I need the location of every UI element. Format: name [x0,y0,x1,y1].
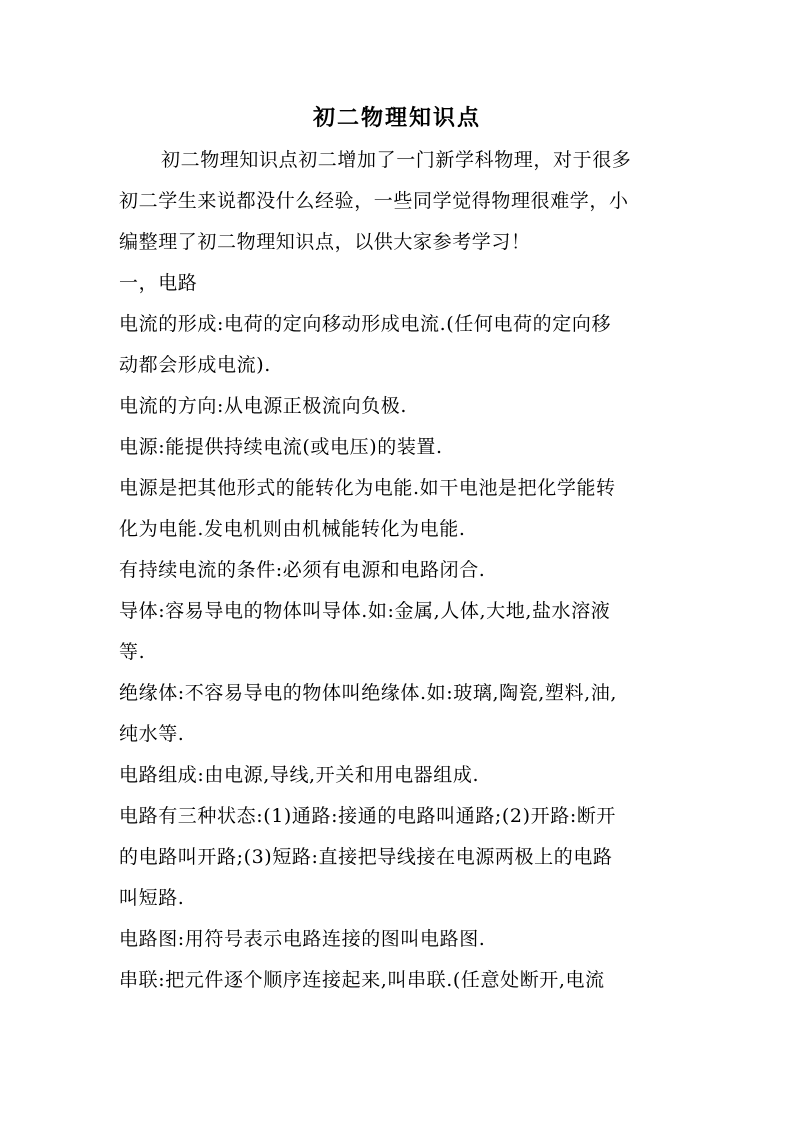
text-line: 电流的形成:电荷的定向移动形成电流.(任何电荷的定向移 [119,313,612,335]
text-line: 纯水等. [119,723,185,745]
text-line: 编整理了初二物理知识点，以供大家参考学习！ [119,231,531,253]
text-line: 初二物理知识点初二增加了一门新学科物理，对于很多 [161,149,632,171]
text-line: 动都会形成电流). [119,354,271,376]
text-line: 有持续电流的条件:必须有电源和电路闭合. [119,559,486,581]
text-line: 绝缘体:不容易导电的物体叫绝缘体.如:玻璃,陶瓷,塑料,油, [119,682,618,704]
document-title: 初二物理知识点 [312,105,481,131]
text-line: 电源是把其他形式的能转化为电能.如干电池是把化学能转 [119,477,616,499]
section-heading: 一，电路 [119,272,198,294]
text-line: 电源:能提供持续电流(或电压)的装置. [119,436,443,458]
text-line: 串联:把元件逐个顺序连接起来,叫串联.(任意处断开,电流 [119,969,605,991]
text-line: 的电路叫开路;(3)短路:直接把导线接在电源两极上的电路 [119,846,613,868]
text-line: 电路有三种状态:(1)通路:接通的电路叫通路;(2)开路:断开 [119,805,617,827]
text-line: 电路组成:由电源,导线,开关和用电器组成. [119,764,480,786]
text-line: 初二学生来说都没什么经验，一些同学觉得物理很难学，小 [119,190,629,212]
text-line: 电路图:用符号表示电路连接的图叫电路图. [119,928,486,950]
text-line: 等. [119,641,146,663]
text-line: 叫短路. [119,887,185,909]
document-body [119,140,689,1001]
text-line: 电流的方向:从电源正极流向负极. [119,395,408,417]
text-line: 导体:容易导电的物体叫导体.如:金属,人体,大地,盐水溶液 [119,600,611,622]
text-line: 化为电能.发电机则由机械能转化为电能. [119,518,466,540]
